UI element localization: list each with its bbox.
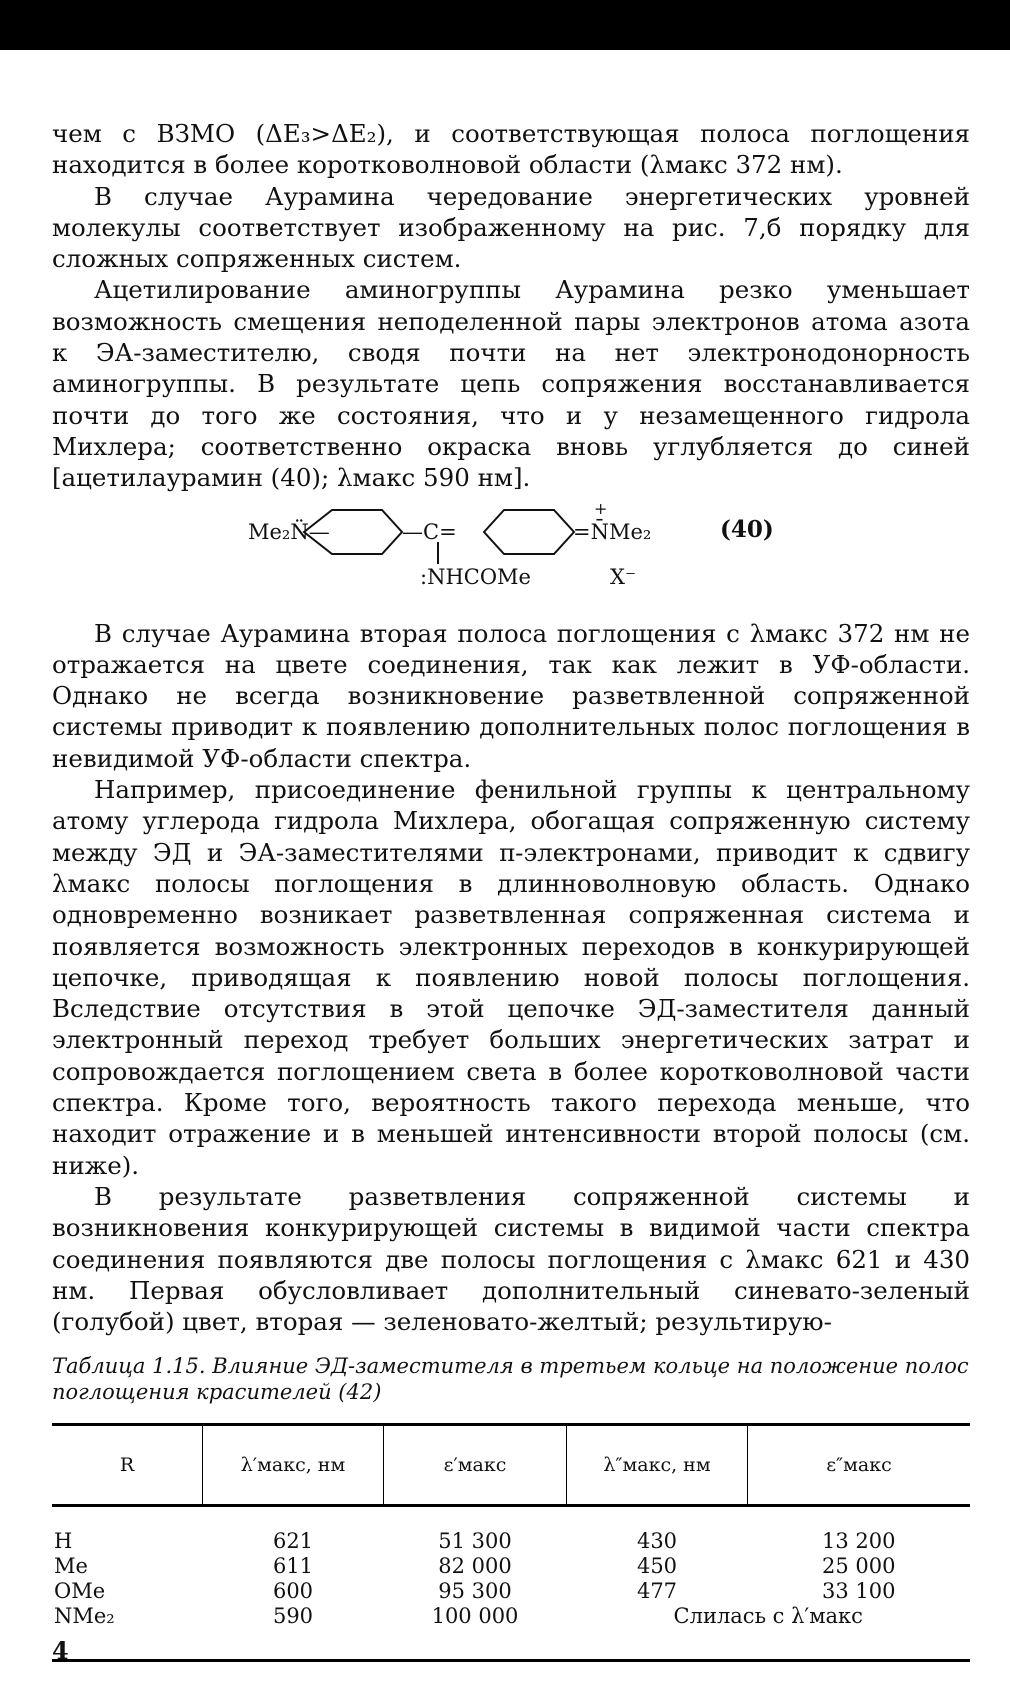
cell-r: OMe — [54, 1579, 106, 1604]
formula-number: (40) — [720, 515, 774, 543]
cell-eps2: 33 100 — [822, 1579, 896, 1604]
page-number: 4 — [52, 1636, 69, 1665]
cell-lambda2: 450 — [636, 1554, 678, 1579]
formula-right-group: =N̄Me₂ — [573, 519, 652, 544]
paragraph-3: Ацетилирование аминогруппы Аурамина резко уменьшает возможность смещения неподеленной пары электронов атома азота к ЭА-заместителю, сводя почти на нет электронодонорность аминогруппы. В результате цепь сопряжения восстанавливается почти до того же состояния, что и у незамещенного гидрола Михлера; соответственно окраска вновь углубляется до синей [ацетилаурамин (40); λмакс 590 нм]. — [52, 275, 970, 493]
paragraph-1: чем с ВЗМО (ΔE₃>ΔE₂), и соответствующая полоса поглощения находится в более коротковолновой области (λмакс 372 нм). — [52, 119, 970, 180]
formula-substituent: :NHCOMe — [420, 564, 531, 589]
paragraph-5: Например, присоединение фенильной группы к центральному атому углерода гидрола Михлера, обогащая сопряженную систему между ЭД и ЭА-заместителями π-электронами, приводит к сдвигу λмакс полосы поглощения в длинноволновую область. Однако одновременно возникает разветвленная сопряженная система и появляется возможность электронных переходов в конкурирующей цепочке, приводящая к появлению новой полосы поглощения. Вследствие отсутствия в этой цепочке ЭД-заместителя данный электронный переход требует больших энергетических затрат и сопровождается поглощением света в более коротковолновой части спектра. Кроме того, вероятность такого перехода меньше, что находит отражение и в меньшей интенсивности второй полосы (см. ниже). — [52, 775, 970, 1180]
table-caption — [52, 1353, 970, 1405]
table-caption-label: Таблица 1.15. — [52, 1354, 206, 1379]
cell-eps2: 25 000 — [822, 1554, 896, 1579]
formula-center: —C= — [402, 519, 457, 544]
cell-eps1: 95 300 — [438, 1579, 512, 1604]
table-caption-text: Влияние ЭД-заместителя в третьем кольце на положение полос поглощения красителей (42) — [52, 1354, 969, 1405]
header-r: R — [52, 1425, 203, 1506]
paragraph-6: В результате разветвления сопряженной системы и возникновения конкурирующей системы в видимой части спектра соединения появляются две полосы поглощения с λмакс 621 и 430 нм. Первая обусловливает дополнительный синевато-зеленый (голубой) цвет, вторая — зеленовато-желтый; результирую- — [52, 1181, 970, 1337]
cell-lambda2: 430 — [636, 1529, 678, 1554]
structural-formula-40 — [52, 502, 970, 606]
table-row — [52, 1604, 970, 1661]
header-eps1: ε′макс — [384, 1425, 567, 1506]
quinoid-ring-right — [484, 510, 574, 554]
table-row — [52, 1579, 970, 1604]
header-lambda1: λ′макс, нм — [203, 1425, 384, 1506]
paragraph-2: В случае Аурамина чередование энергетических уровней молекулы соответствует изображенному на рис. 7,б порядку для сложных сопряженных систем. — [52, 181, 970, 274]
paragraph-4: В случае Аурамина вторая полоса поглощения с λмакс 372 нм не отражается на цвете соединения, так как лежит в УФ-области. Однако не всегда возникновение разветвленной сопряженной системы приводит к появлению дополнительных полос поглощения в невидимой УФ-области спектра. — [52, 618, 970, 773]
cell-lambda1: 600 — [272, 1579, 314, 1604]
cell-eps2: 13 200 — [822, 1529, 896, 1554]
formula-drawing — [52, 502, 970, 606]
formula-left-group: Me₂N̈— — [248, 519, 330, 544]
scan-top-border — [0, 0, 1010, 50]
cell-lambda2: 477 — [636, 1579, 678, 1604]
formula-anion: X⁻ — [610, 564, 637, 589]
cell-lambda1: 621 — [272, 1529, 314, 1554]
cell-merged-note: Слилась с λ′макс — [567, 1604, 971, 1661]
page-body — [52, 118, 970, 1662]
table-row — [52, 1554, 970, 1579]
absorption-table — [52, 1423, 970, 1662]
cell-lambda1: 611 — [272, 1554, 314, 1579]
table-header-row — [52, 1425, 970, 1506]
formula-charge: + — [594, 501, 608, 518]
cell-r: H — [54, 1529, 73, 1554]
cell-eps1: 51 300 — [438, 1529, 512, 1554]
header-lambda2: λ″макс, нм — [567, 1425, 748, 1506]
cell-eps1: 100 000 — [384, 1604, 567, 1661]
header-eps2: ε″макс — [748, 1425, 971, 1506]
cell-r: NMe₂ — [52, 1604, 203, 1661]
cell-r: Me — [54, 1554, 88, 1579]
cell-lambda1: 590 — [203, 1604, 384, 1661]
cell-eps1: 82 000 — [438, 1554, 512, 1579]
table-row — [52, 1506, 970, 1555]
